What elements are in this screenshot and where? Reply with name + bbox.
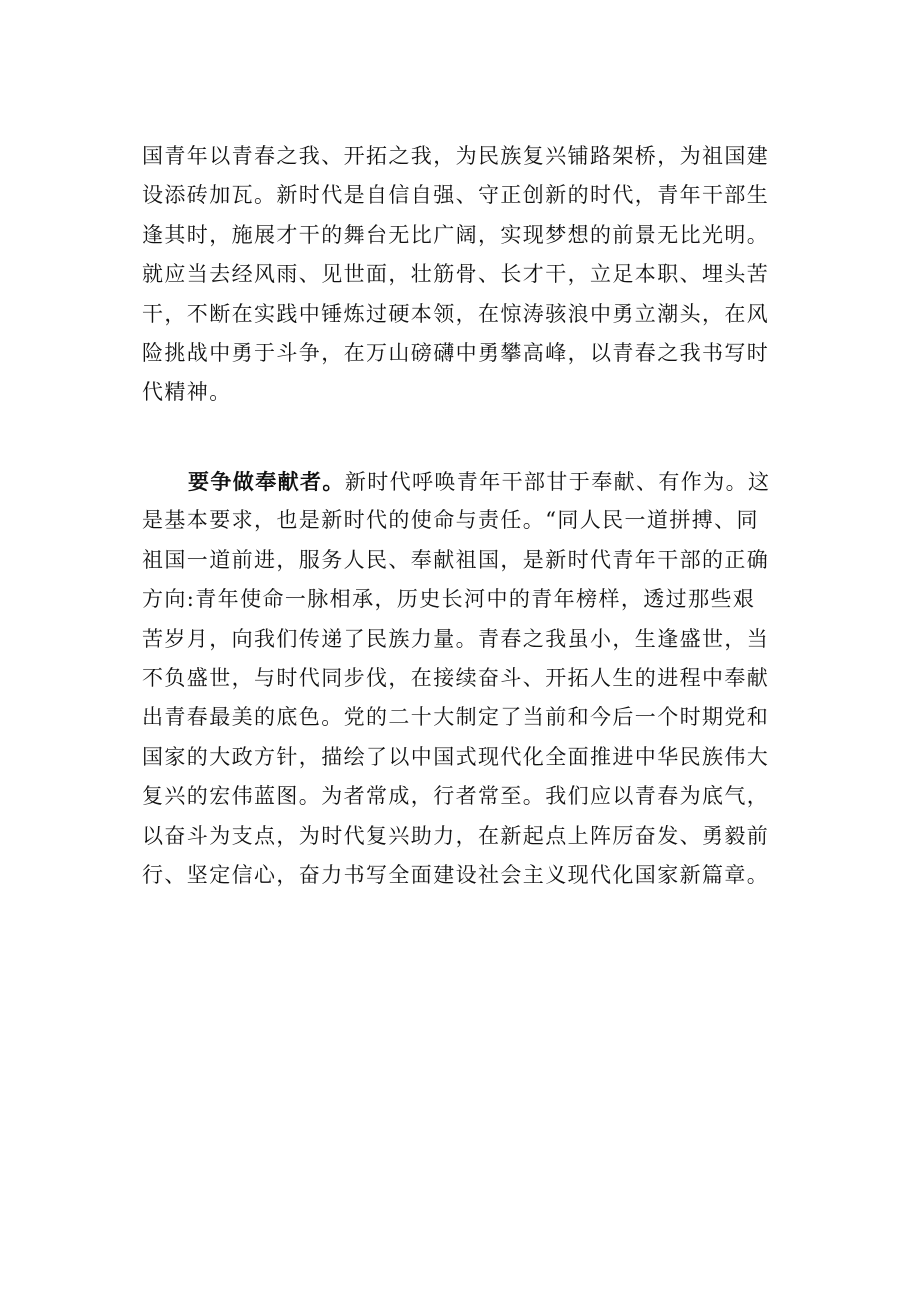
paragraph-2-line: 复兴的宏伟蓝图。为者常成，行者常至。我们应以青春为底气，	[142, 784, 770, 809]
paragraph-1-line: 国青年以青春之我、开拓之我，为民族复兴铺路架桥，为祖国建	[142, 144, 770, 168]
paragraph-1	[142, 137, 802, 413]
paragraph-2-first-line-text: 新时代呼唤青年干部甘于奉献、有作为。这	[344, 470, 771, 494]
paragraph-1-line: 逢其时，施展才干的舞台无比广阔，实现梦想的前景无比光明。	[142, 222, 770, 247]
paragraph-2-line: 方向:青年使命一脉相承，历史长河中的青年榜样，透过那些艰	[142, 587, 756, 612]
paragraph-2-line: 行、坚定信心，奋力书写全面建设社会主义现代化国家新篇章。	[142, 862, 770, 887]
paragraph-2-first-line	[142, 462, 802, 501]
paragraph-2-line: 国家的大政方针，描绘了以中国式现代化全面推进中华民族伟大	[142, 744, 770, 769]
paragraph-heading: 要争做奉献者。	[188, 469, 345, 494]
paragraph-2-line: 不负盛世，与时代同步伐，在接续奋斗、开拓人生的进程中奉献	[142, 665, 770, 690]
paragraph-2-line: 是基本要求，也是新时代的使命与责任。“同人民一道拼搏、同	[142, 508, 759, 533]
paragraph-1-line: 就应当去经风雨、见世面，壮筋骨、长才干，立足本职、埋头苦	[142, 262, 770, 287]
paragraph-2	[142, 462, 802, 895]
paragraph-1-line: 干，不断在实践中锤炼过硬本领，在惊涛骇浪中勇立潮头，在风	[142, 301, 770, 326]
paragraph-1-line: 代精神。	[142, 380, 232, 405]
paragraph-2-line: 出青春最美的底色。党的二十大制定了当前和今后一个时期党和	[142, 705, 770, 730]
paragraph-2-line: 祖国一道前进，服务人民、奉献祖国，是新时代青年干部的正确	[142, 547, 770, 572]
paragraph-1-line: 险挑战中勇于斗争，在万山磅礴中勇攀高峰，以青春之我书写时	[142, 340, 770, 365]
paragraph-2-line: 以奋斗为支点，为时代复兴助力，在新起点上阵厉奋发、勇毅前	[142, 823, 770, 848]
paragraph-1-line: 设添砖加瓦。新时代是自信自强、守正创新的时代，青年干部生	[142, 183, 770, 208]
paragraph-2-line: 苦岁月，向我们传递了民族力量。青春之我虽小，生逢盛世，当	[142, 626, 770, 651]
